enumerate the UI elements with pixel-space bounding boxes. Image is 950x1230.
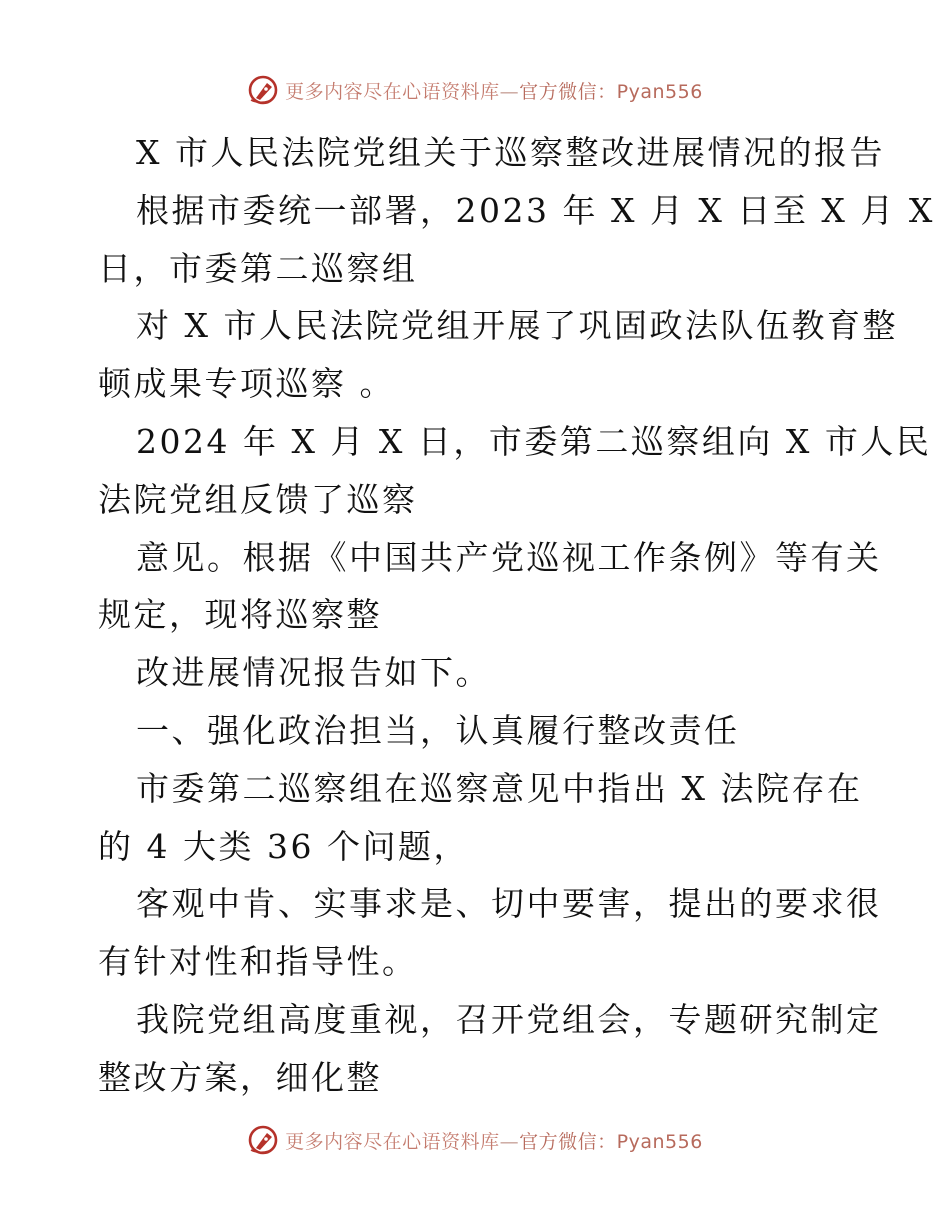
paragraph-line: 我院党组高度重视，召开党组会，专题研究制定 (136, 999, 882, 1039)
paragraph-line: 改进展情况报告如下。 (136, 653, 491, 693)
paragraph-line: 有针对性和指导性。 (98, 942, 418, 982)
paragraph-line: 客观中肯、实事求是、切中要害，提出的要求很 (136, 884, 882, 924)
paragraph-line: 2024 年 X 月 X 日，市委第二巡察组向 X 市人民 (136, 421, 932, 461)
header-banner-text (285, 77, 703, 104)
document-body (98, 124, 935, 1107)
footer-banner-text (285, 1127, 703, 1154)
paragraph-line: 法院党组反馈了巡察 (98, 479, 418, 519)
paragraph-line: 根据市委统一部署，2023 年 X 月 X 日至 X 月 X (136, 190, 935, 230)
header-banner-contact: 官方微信：Pyan556 (519, 80, 703, 103)
paragraph-line: 意见。根据《中国共产党巡视工作条例》等有关 (136, 537, 882, 577)
paragraph-line: 对 X 市人民法院党组开展了巩固政法队伍教育整 (136, 306, 898, 346)
footer-banner-contact: 官方微信：Pyan556 (519, 1130, 703, 1153)
header-banner-separator: — (499, 80, 520, 103)
paragraph-line: 顿成果专项巡察 。 (98, 364, 395, 404)
header-banner (0, 72, 950, 108)
footer-banner-separator: — (499, 1130, 520, 1153)
paragraph-line: 规定，现将巡察整 (98, 595, 382, 635)
document-title: X 市人民法院党组关于巡察整改进展情况的报告 (136, 133, 885, 172)
footer-banner (0, 1122, 950, 1158)
header-banner-main: 更多内容尽在心语资料库 (285, 80, 500, 103)
paragraph-line: 日，市委第二巡察组 (98, 248, 418, 288)
pen-nib-logo-icon (247, 74, 279, 106)
pen-nib-logo-icon (247, 1124, 279, 1156)
paragraph-line: 市委第二巡察组在巡察意见中指出 X 法院存在 (136, 768, 863, 808)
footer-banner-main: 更多内容尽在心语资料库 (285, 1130, 500, 1153)
section-heading: 一、强化政治担当，认真履行整改责任 (136, 710, 740, 750)
paragraph-line: 整改方案，细化整 (98, 1057, 382, 1097)
paragraph-line: 的 4 大类 36 个问题， (98, 826, 469, 866)
